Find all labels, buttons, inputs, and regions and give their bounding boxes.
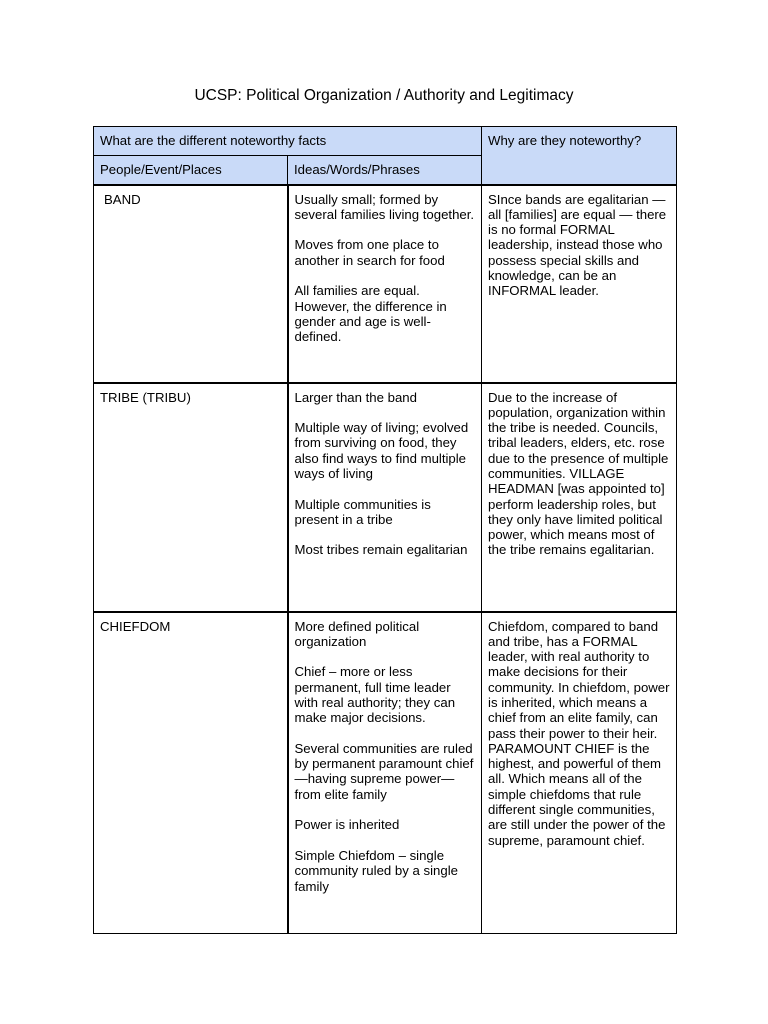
header-why: Why are they noteworthy?	[482, 127, 677, 185]
why-text: Chiefdom, compared to band and tribe, has a FORMAL leader, with real authority to make decisions for their community. In chiefdom, power is inherited, which means a chief from an elite family, can pass their power to their heir. PARAMOUNT CHIEF is the highest, and powerful of them all. Which means all of the simple chiefdoms that rule different single communities, are still under the power of the supreme, paramount chief.	[488, 618, 670, 848]
ideas-cell	[288, 383, 482, 612]
why-cell	[482, 612, 677, 934]
table-row-band	[94, 185, 677, 383]
idea-paragraph: Multiple way of living; evolved from surviving on food, they also find ways to find multiple ways of living	[294, 420, 469, 481]
header-row-top	[94, 127, 677, 156]
header-ideas: Ideas/Words/Phrases	[288, 156, 482, 185]
table-row-chiefdom	[94, 612, 677, 934]
idea-paragraph: Chief – more or less permanent, full time leader with real authority; they can make major decisions.	[294, 664, 456, 726]
ideas-cell	[288, 612, 482, 934]
why-cell	[482, 383, 677, 612]
document-title: UCSP: Political Organization / Authority and Legitimacy	[194, 87, 574, 104]
idea-paragraph: Most tribes remain egalitarian	[294, 542, 468, 558]
row-name: CHIEFDOM	[100, 618, 171, 634]
idea-paragraph: All families are equal. However, the difference in gender and age is well-defined.	[294, 283, 447, 345]
table-row-tribe	[94, 383, 677, 612]
idea-paragraph: Multiple communities is present in a tribe	[294, 496, 431, 527]
why-text: SInce bands are egalitarian — all [families] are equal — there is no formal FORMAL leadership, instead those who possess special skills and knowledge, can be an INFORMAL leader.	[488, 191, 667, 299]
why-cell	[482, 185, 677, 383]
row-name: BAND	[104, 191, 141, 207]
idea-paragraph: Moves from one place to another in search for food	[294, 237, 445, 268]
notes-table	[93, 126, 677, 934]
row-name: TRIBE (TRIBU)	[100, 389, 191, 405]
idea-paragraph: Power is inherited	[294, 817, 400, 833]
why-text: Due to the increase of population, organization within the tribe is needed. Councils, tribal leaders, elders, etc. rose due to the presence of multiple communities. VILLAGE HEADMAN [was appointed to] perform leadership roles, but they only have limited political power, which means most of the tribe remains egalitarian.	[488, 389, 669, 558]
ideas-cell	[288, 185, 482, 383]
row-name-cell	[94, 185, 288, 383]
header-people: People/Event/Places	[94, 156, 288, 185]
idea-paragraph: Several communities are ruled by permanent paramount chief—having supreme power— from elite family	[294, 740, 474, 802]
idea-paragraph: Larger than the band	[294, 389, 417, 405]
idea-paragraph: More defined political organization	[294, 618, 420, 649]
idea-paragraph: Simple Chiefdom – single community ruled by a single family	[294, 847, 458, 894]
idea-paragraph: Usually small; formed by several families living together.	[294, 191, 475, 222]
header-facts: What are the different noteworthy facts	[94, 127, 482, 156]
row-name-cell	[94, 383, 288, 612]
row-name-cell	[94, 612, 288, 934]
